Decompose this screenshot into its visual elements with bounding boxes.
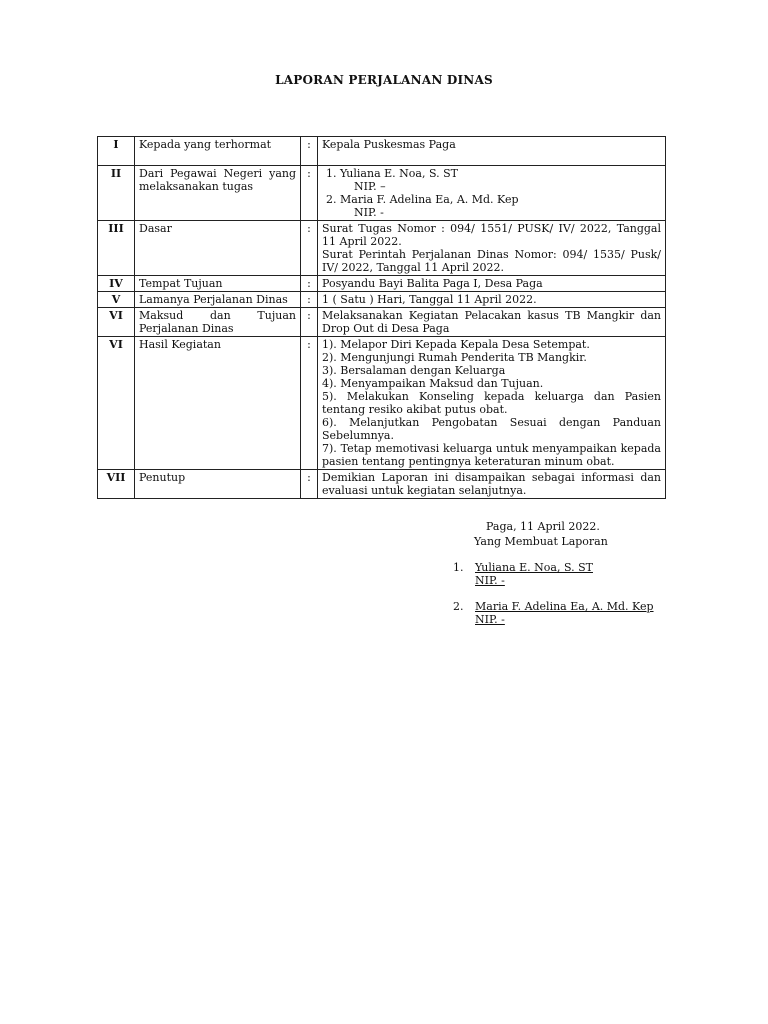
signer-nip: NIP. - [475, 574, 505, 587]
table-row [98, 166, 666, 221]
signer-name: Maria F. Adelina Ea, A. Md. Kep [475, 600, 654, 613]
table-row [98, 337, 666, 470]
result-item: 4). Menyampaikan Maksud dan Tujuan. [322, 377, 544, 390]
row-colon: : [301, 137, 318, 166]
signer-name: Yuliana E. Noa, S. ST [475, 561, 593, 574]
results-list [322, 338, 661, 468]
report-table [97, 136, 666, 499]
result-item: 1). Melapor Diri Kepada Kepala Desa Setempat. [322, 338, 590, 351]
signer-item [453, 561, 593, 587]
row-colon: : [301, 221, 318, 276]
officer-nip: NIP. – [354, 180, 386, 193]
row-label: Tempat Tujuan [135, 276, 301, 292]
basis-line: Surat Perintah Perjalanan Dinas Nomor: 094/ 1535/ Pusk/ IV/ 2022, Tanggal 11 April 2022. [322, 248, 661, 274]
report-maker-label: Yang Membuat Laporan [474, 535, 608, 548]
row-label: Kepada yang terhormat [135, 137, 301, 166]
result-item: 5). Melakukan Konseling kepada keluarga dan Pasien tentang resiko akibat putus obat. [322, 390, 661, 416]
row-colon: : [301, 292, 318, 308]
document-title: LAPORAN PERJALANAN DINAS [275, 73, 493, 87]
row-label: Dasar [135, 221, 301, 276]
purpose-value: Melaksanakan Kegiatan Pelacakan kasus TB Mangkir dan Drop Out di Desa Paga [318, 308, 666, 337]
row-number: II [98, 166, 135, 221]
row-colon: : [301, 337, 318, 470]
row-colon: : [301, 470, 318, 499]
result-item: 6). Melanjutkan Pengobatan Sesuai dengan Panduan Sebelumnya. [322, 416, 661, 442]
signer-item [453, 600, 654, 626]
row-colon: : [301, 308, 318, 337]
result-item: 7). Tetap memotivasi keluarga untuk menyampaikan kepada pasien tentang pentingnya keteraturan minum obat. [322, 442, 661, 468]
row-number: IV [98, 276, 135, 292]
signer-number: 1. [453, 561, 464, 574]
table-row [98, 221, 666, 276]
basis-line: Surat Tugas Nomor : 094/ 1551/ PUSK/ IV/ 2022, Tanggal 11 April 2022. [322, 222, 661, 248]
officer-item [340, 167, 661, 193]
row-number: III [98, 221, 135, 276]
row-colon: : [301, 166, 318, 221]
row-number: VI [98, 337, 135, 470]
table-row [98, 470, 666, 499]
row-number: I [98, 137, 135, 166]
officer-nip: NIP. - [354, 206, 384, 219]
row-label: Maksud dan Tujuan Perjalanan Dinas [135, 308, 301, 337]
result-item: 2). Mengunjungi Rumah Penderita TB Mangkir. [322, 351, 587, 364]
row-number: VI [98, 308, 135, 337]
row-colon: : [301, 276, 318, 292]
row-number: VII [98, 470, 135, 499]
row-label: Penutup [135, 470, 301, 499]
table-row [98, 137, 666, 166]
results-cell [318, 337, 666, 470]
row-label: Dari Pegawai Negeri yang melaksanakan tugas [135, 166, 301, 221]
officer-name: Maria F. Adelina Ea, A. Md. Kep [340, 193, 519, 206]
table-row [98, 292, 666, 308]
signer-nip: NIP. - [475, 613, 505, 626]
table-row [98, 308, 666, 337]
row-label: Hasil Kegiatan [135, 337, 301, 470]
officer-item [340, 193, 661, 219]
basis-cell [318, 221, 666, 276]
officer-name: Yuliana E. Noa, S. ST [340, 167, 458, 180]
result-item: 3). Bersalaman dengan Keluarga [322, 364, 506, 377]
officer-list [322, 167, 661, 219]
destination-value: Posyandu Bayi Balita Paga I, Desa Paga [318, 276, 666, 292]
recipient-value: Kepala Puskesmas Paga [318, 137, 666, 166]
place-date: Paga, 11 April 2022. [486, 520, 600, 533]
signer-number: 2. [453, 600, 464, 613]
row-number: V [98, 292, 135, 308]
table-row [98, 276, 666, 292]
duration-value: 1 ( Satu ) Hari, Tanggal 11 April 2022. [318, 292, 666, 308]
officers-cell [318, 166, 666, 221]
row-label: Lamanya Perjalanan Dinas [135, 292, 301, 308]
closing-value: Demikian Laporan ini disampaikan sebagai informasi dan evaluasi untuk kegiatan selanjutnya. [318, 470, 666, 499]
